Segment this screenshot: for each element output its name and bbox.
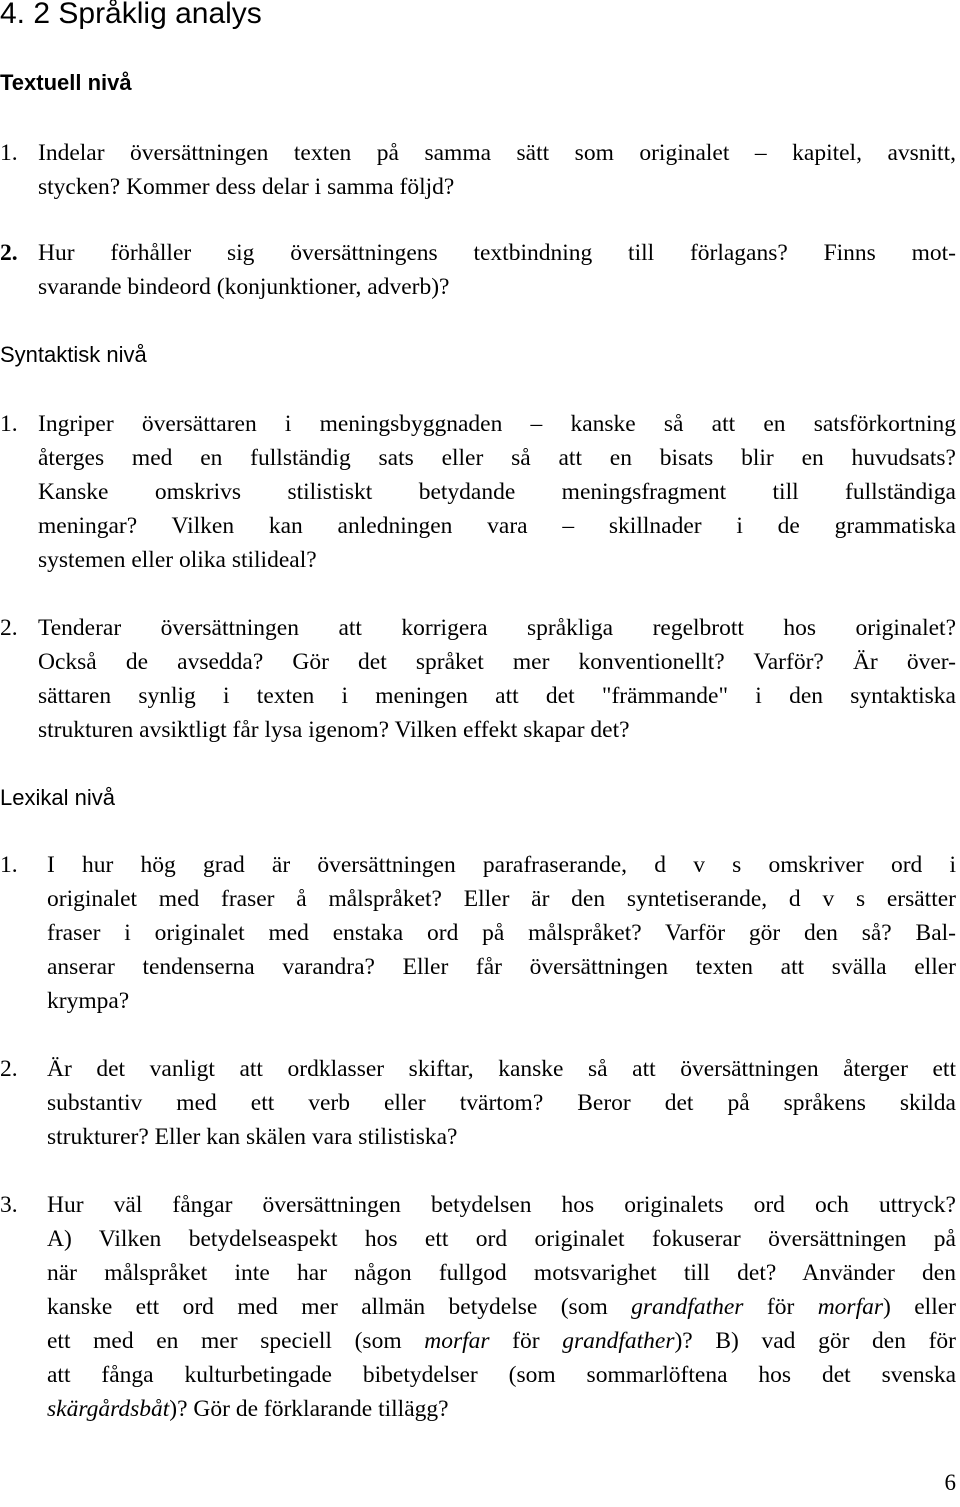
item-text [38, 236, 956, 304]
item-text [38, 611, 956, 747]
text-line: krympa? [47, 988, 130, 1014]
text-line: I hur hög grad är översättningen parafraserande, d v s omskriver ord i [47, 852, 956, 878]
section-heading-textual: Textuell nivå [0, 70, 132, 95]
text-line: Hur väl fångar översättningen betydelsen hos originalets ord och uttryck? [47, 1192, 956, 1218]
italic-term: grandfather [631, 1294, 744, 1320]
item-number: 2. [0, 1056, 18, 1082]
text-line: fraser i originalet med enstaka ord på målspråket? Varför gör den så? Bal- [47, 920, 956, 946]
item-number: 2. [0, 240, 18, 266]
text-line: Också de avsedda? Gör det språket mer konventionellt? Varför? Är över- [38, 649, 956, 675]
text-line: när målspråket inte har någon fullgod motsvarighet till det? Använder den [47, 1260, 956, 1286]
page-number: 6 [944, 1470, 956, 1495]
text-line: systemen eller olika stilideal? [38, 547, 317, 573]
list-item [0, 407, 956, 577]
list-item [0, 1052, 956, 1154]
text-line: strukturer? Eller kan skälen vara stilistiska? [47, 1124, 458, 1150]
text-line: Indelar översättningen texten på samma sätt som originalet – kapitel, avsnitt, [38, 140, 956, 166]
item-number: 1. [0, 411, 18, 437]
text-line: meningar? Vilken kan anledningen vara – skillnader i de grammatiska [38, 513, 956, 539]
text-line: Ingriper översättaren i meningsbyggnaden – kanske så att en satsförkortning [38, 411, 956, 437]
text-line: strukturen avsiktligt får lysa igenom? Vilken effekt skapar det? [38, 717, 630, 743]
text-line: Är det vanligt att ordklasser skiftar, kanske så att översättningen återger ett [47, 1056, 956, 1082]
item-text [38, 407, 956, 577]
text-line: ett med en mer speciell (som morfar för grandfather)? B) vad gör den för [47, 1328, 956, 1354]
item-number: 2. [0, 615, 18, 641]
item-number: 1. [0, 140, 18, 166]
text-line: skärgårdsbåt)? Gör de förklarande tillägg? [47, 1396, 449, 1422]
text-line: Kanske omskrivs stilistiskt betydande meningsfragment till fullständiga [38, 479, 956, 505]
italic-term: morfar [817, 1294, 883, 1320]
item-number: 1. [0, 852, 18, 878]
list-item [0, 236, 956, 304]
text-line: återges med en fullständig sats eller så att en bisats blir en huvudsats? [38, 445, 956, 471]
list-item [0, 611, 956, 747]
text-line: att fånga kulturbetingade bibetydelser (som sommarlöftena hos det svenska [47, 1362, 956, 1388]
text-line: stycken? Kommer dess delar i samma följd? [38, 174, 455, 200]
text-line: svarande bindeord (konjunktioner, adverb)? [38, 274, 450, 300]
text-line: substantiv med ett verb eller tvärtom? Beror det på språkens skilda [47, 1090, 956, 1116]
text-line: originalet med fraser å målspråket? Eller är den syntetiserande, d v s ersätter [47, 886, 956, 912]
text-line: Hur förhåller sig översättningens textbindning till förlagans? Finns mot- [38, 240, 956, 266]
text-line: anserar tendenserna varandra? Eller får översättningen texten att svälla eller [47, 954, 956, 980]
item-number: 3. [0, 1192, 18, 1218]
text-line: kanske ett ord med mer allmän betydelse (som grandfather för morfar) eller [47, 1294, 956, 1320]
italic-term: morfar [424, 1328, 490, 1354]
item-text [47, 1052, 956, 1154]
text-line: sättaren synlig i texten i meningen att det "främmande" i den syntaktiska [38, 683, 956, 709]
text-line: Tenderar översättningen att korrigera språkliga regelbrott hos originalet? [38, 615, 956, 641]
text-line: A) Vilken betydelseaspekt hos ett ord originalet fokuserar översättningen på [47, 1226, 956, 1252]
item-text [47, 1188, 956, 1426]
list-item [0, 136, 956, 204]
list-item [0, 1188, 956, 1426]
page-title: 4. 2 Språklig analys [0, 0, 262, 30]
italic-term: grandfather [562, 1328, 675, 1354]
section-heading-syntactic: Syntaktisk nivå [0, 342, 147, 367]
list-item [0, 848, 956, 1018]
italic-term: skärgårdsbåt [47, 1396, 170, 1422]
item-text [38, 136, 956, 204]
item-text [47, 848, 956, 1018]
section-heading-lexical: Lexikal nivå [0, 785, 115, 810]
